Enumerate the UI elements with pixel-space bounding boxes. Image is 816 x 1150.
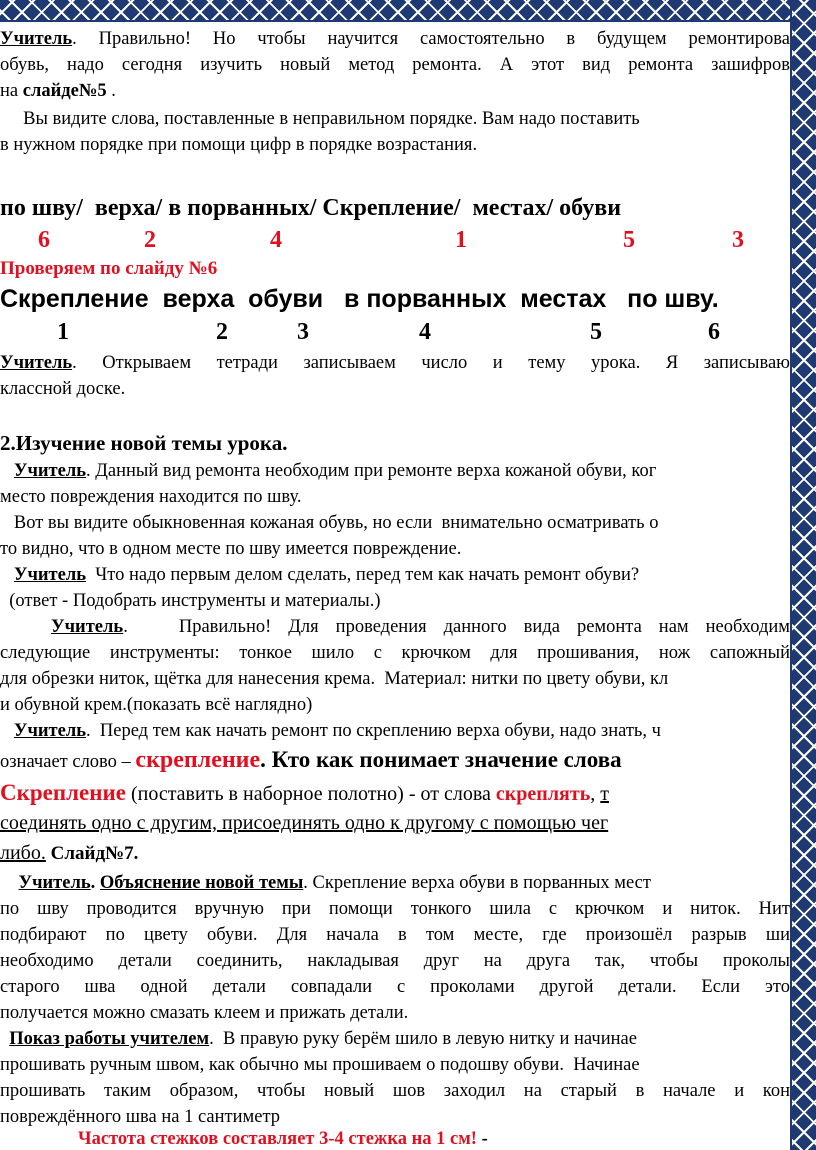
p3-line-1: Учитель. Открываем тетради записываем число и тему урока. Я записываю xyxy=(0,353,790,373)
p5-line-2: то видно, что в одном месте по шву имеется повреждение. xyxy=(0,539,462,559)
p6-line-2: (ответ - Подобрать инструменты и материалы.) xyxy=(0,591,381,611)
document-page xyxy=(0,20,790,1150)
scrambled-number: 3 xyxy=(732,227,744,253)
scrambled-number: 2 xyxy=(144,227,156,253)
highlight-word: скрепление xyxy=(135,747,261,773)
scrambled-numbers xyxy=(0,224,790,256)
teacher-label: Учитель xyxy=(13,721,87,741)
p9-line-3: либо. Слайд№7. xyxy=(0,842,139,864)
p1-line-3: на слайде№5 . xyxy=(0,81,116,101)
p4-line-1: Учитель. Данный вид ремонта необходим при ремонте верха кожаной обуви, ког xyxy=(13,461,657,481)
highlight-word: скреплять xyxy=(495,783,591,805)
decorative-border-top xyxy=(0,0,816,22)
p7-line-1: Учитель. Правильно! Для проведения данного вида ремонта нам необходим xyxy=(51,617,790,637)
scrambled-number: 1 xyxy=(455,227,467,253)
p1-line-2: обувь, надо сегодня изучить новый метод ремонта. А этот вид ремонта зашифров xyxy=(0,55,790,75)
p10-line-2: по шву проводится вручную при помощи тонкого шила с крючком и ниток. Нит xyxy=(0,899,790,919)
p10-line-5: старого шва одной детали совпадали с проколами другой детали. Если это xyxy=(0,977,790,997)
p7-line-3: для обрезки ниток, щётка для нанесения крема. Материал: нитки по цвету обуви, кл xyxy=(0,669,669,689)
slide-7-label: Слайд№7. xyxy=(45,843,139,864)
teacher-label: Учитель xyxy=(18,873,91,893)
scrambled-words: по шву/ верха/ в порванных/ Скрепление/ местах/ обуви xyxy=(0,195,622,221)
p10-line-1: Учитель. Объяснение новой темы. Скрепление верха обуви в порванных мест xyxy=(18,873,651,893)
ordered-words: Скрепление верха обуви в порванных местах по шву. xyxy=(0,285,719,313)
p2-line-1: Вы видите слова, поставленные в неправильном порядке. Вам надо поставить xyxy=(0,109,640,129)
p11-line-1: Показ работы учителем. В правую руку берём шило в левую нитку и начинае xyxy=(9,1029,637,1049)
p11-line-4: повреждённого шва на 1 сантиметр xyxy=(0,1107,281,1127)
p3-line-2: классной доске. xyxy=(0,379,126,399)
scrambled-number: 5 xyxy=(623,227,635,253)
p9-line-1: Скрепление (поставить в наборное полотно) - от слова скреплять, т xyxy=(0,780,610,805)
teacher-label: Учитель xyxy=(51,617,124,637)
p8-line-1: Учитель. Перед тем как начать ремонт по скреплению верха обуви, надо знать, ч xyxy=(13,721,661,741)
decorative-border-right xyxy=(790,0,816,1150)
section-title: 2.Изучение новой темы урока. xyxy=(0,431,288,455)
p7-line-4: и обувной крем.(показать всё наглядно) xyxy=(0,695,313,715)
p10-line-6: получается можно смазать клеем и прижать детали. xyxy=(0,1003,409,1023)
p11-line-3: прошивать таким образом, чтобы новый шов заходил на старый в начале и кон xyxy=(0,1081,790,1101)
ordered-number: 2 xyxy=(216,319,228,345)
teacher-label: Учитель xyxy=(13,461,87,481)
stitch-frequency-note: Частота стежков составляет 3-4 стежка на 1 см! - xyxy=(78,1129,488,1149)
p9-line-2: соединять одно с другим, присоединять одно к другому с помощью чег xyxy=(0,812,609,834)
p8-line-2: означает слово – скрепление. Кто как понимает значение слова xyxy=(0,747,622,773)
teacher-label: Учитель xyxy=(0,29,73,49)
ordered-number: 6 xyxy=(708,319,720,345)
teacher-demo-label: Показ работы учителем xyxy=(9,1029,210,1049)
p10-line-4: необходимо детали соединить, накладывая друг на друга так, чтобы проколы xyxy=(0,951,790,971)
scrambled-number: 6 xyxy=(38,227,50,253)
p7-line-2: следующие инструменты: тонкое шило с крючком для прошивания, нож сапожный xyxy=(0,643,790,663)
p2-line-2: в нужном порядке при помощи цифр в порядке возрастания. xyxy=(0,135,478,155)
ordered-number: 5 xyxy=(590,319,602,345)
ordered-number: 1 xyxy=(57,319,69,345)
ordered-numbers xyxy=(0,316,790,348)
check-slide-6: Проверяем по слайду №6 xyxy=(0,258,218,279)
new-topic-title: Объяснение новой темы xyxy=(99,873,304,893)
ordered-number: 3 xyxy=(297,319,309,345)
p11-line-2: прошивать ручным швом, как обычно мы прошиваем о подошву обуви. Начинае xyxy=(0,1055,640,1075)
p10-line-3: подбирают по цвету обуви. Для начала в том месте, где произошёл разрыв ши xyxy=(0,925,790,945)
p1-line-1: Учитель. Правильно! Но чтобы научится самостоятельно в будущем ремонтирова xyxy=(0,29,790,49)
teacher-label: Учитель xyxy=(0,353,73,373)
p4-line-2: место повреждения находится по шву. xyxy=(0,487,302,507)
highlight-word: Скрепление xyxy=(0,780,126,805)
teacher-label: Учитель xyxy=(13,565,87,585)
ordered-number: 4 xyxy=(419,319,431,345)
p6-line-1: Учитель Что надо первым делом сделать, перед тем как начать ремонт обуви? xyxy=(13,565,640,585)
scrambled-number: 4 xyxy=(270,227,282,253)
p5-line-1: Вот вы видите обыкновенная кожаная обувь, но если внимательно осматривать о xyxy=(0,513,659,533)
